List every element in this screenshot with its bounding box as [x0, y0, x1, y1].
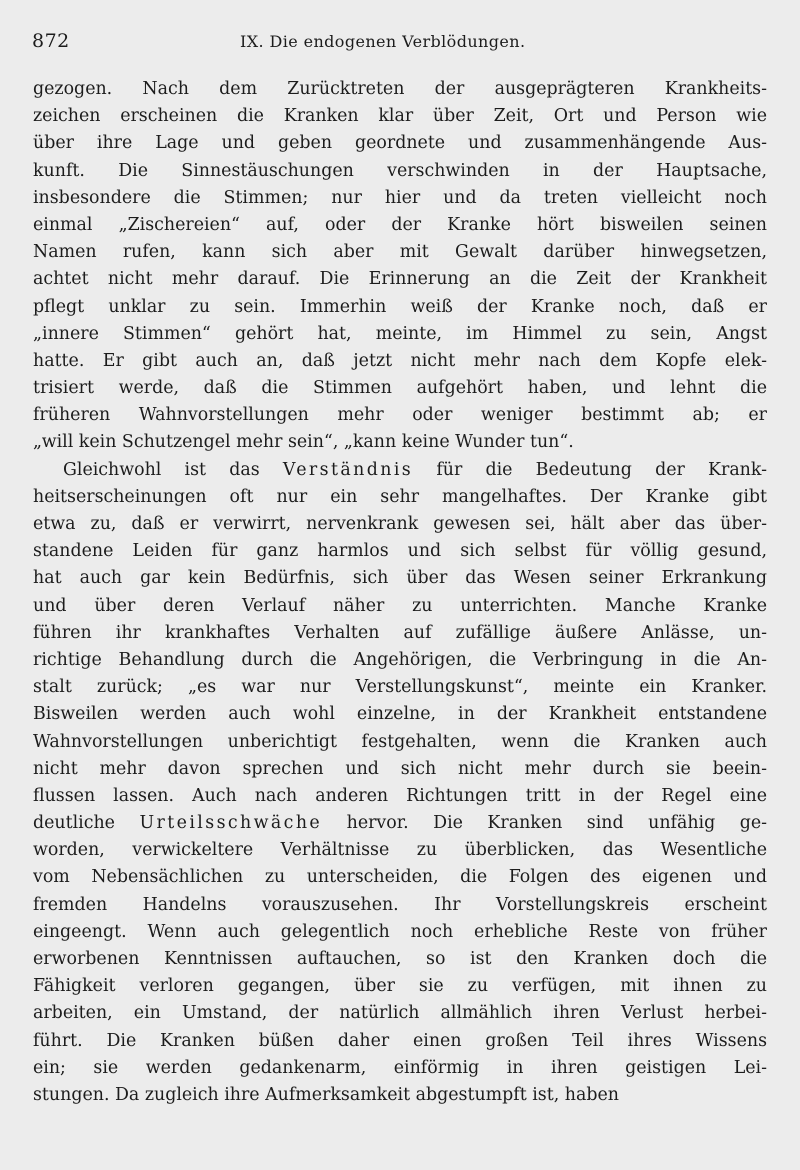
text-segment: einmal „Zischereien“ auf, oder der Kranke hört bisweilen seinen: [33, 214, 767, 235]
text-line: [33, 538, 767, 565]
text-segment: „will kein Schutzengel mehr sein“, „kann keine Wunder tun“.: [33, 432, 574, 453]
text-segment: etwa zu, daß er verwirrt, nervenkrank gewesen sei, hält aber das über-: [33, 514, 767, 534]
text-line: [33, 864, 767, 891]
text-line: [33, 457, 767, 484]
text-segment: flussen lassen. Auch nach anderen Richtungen tritt in der Regel eine: [33, 785, 767, 806]
text-segment: standene Leiden für ganz harmlos und sich selbst für völlig gesund,: [33, 541, 767, 562]
text-segment: Gleichwohl ist das: [63, 459, 283, 480]
text-segment: Namen rufen, kann sich aber mit Gewalt darüber hinwegsetzen,: [33, 242, 767, 263]
text-line: [33, 946, 767, 973]
text-segment: kunft. Die Sinnestäuschungen verschwinden in der Hauptsache,: [33, 160, 767, 181]
text-segment: eingeengt. Wenn auch gelegentlich noch erhebliche Reste von früher: [33, 921, 767, 942]
text-segment: Wahnvorstellungen unberichtigt festgehalten, wenn die Kranken auch: [33, 731, 767, 752]
text-line: [33, 1055, 767, 1082]
text-line: [33, 1028, 767, 1055]
text-line: [33, 484, 767, 511]
body-text: [33, 76, 767, 1109]
text-segment: früheren Wahnvorstellungen mehr oder weniger bestimmt ab; er: [33, 405, 767, 426]
text-segment: fremden Handelns vorauszusehen. Ihr Vorstellungskreis erscheint: [33, 894, 767, 915]
text-segment: erworbenen Kenntnissen auftauchen, so ist den Kranken doch die: [33, 949, 767, 969]
text-line: [33, 402, 767, 429]
text-segment: stalt zurück; „es war nur Verstellungskunst“, meinte ein Kranker.: [33, 677, 767, 698]
text-line: [33, 701, 767, 728]
text-line: [33, 1082, 767, 1109]
text-segment: führt. Die Kranken büßen daher einen großen Teil ihres Wissens: [33, 1030, 767, 1051]
text-line: [33, 212, 767, 239]
text-line: [33, 375, 767, 402]
text-line: [33, 429, 767, 456]
text-line: [33, 294, 767, 321]
text-segment: worden, verwickeltere Verhältnisse zu überblicken, das Wesentliche: [33, 840, 767, 861]
text-line: [33, 511, 767, 538]
text-line: [33, 837, 767, 864]
text-segment: trisiert werde, daß die Stimmen aufgehört haben, und lehnt die: [33, 378, 767, 399]
text-segment: arbeiten, ein Umstand, der natürlich allmählich ihren Verlust herbei-: [33, 1003, 767, 1024]
text-line: [33, 565, 767, 592]
text-line: [33, 647, 767, 674]
text-segment: über ihre Lage und geben geordnete und zusammenhängende Aus-: [33, 133, 767, 154]
page-header: [32, 30, 768, 56]
text-segment: nicht mehr davon sprechen und sich nicht mehr durch sie beein-: [33, 758, 767, 779]
text-line: [33, 185, 767, 212]
text-segment: heitserscheinungen oft nur ein sehr mangelhaftes. Der Kranke gibt: [33, 486, 767, 507]
text-line: [33, 1000, 767, 1027]
page-number: 872: [32, 30, 70, 52]
text-line: [33, 892, 767, 919]
text-segment: deutliche: [33, 813, 140, 834]
paragraph: [33, 76, 767, 457]
text-segment: gezogen. Nach dem Zurücktreten der ausgeprägteren Krankheits-: [33, 79, 767, 99]
text-line: [33, 593, 767, 620]
text-line: [33, 103, 767, 130]
text-line: [33, 266, 767, 293]
text-segment: insbesondere die Stimmen; nur hier und da treten vielleicht noch: [33, 187, 767, 208]
text-line: [33, 674, 767, 701]
text-line: [33, 321, 767, 348]
text-segment: stungen. Da zugleich ihre Aufmerksamkeit abgestumpft ist, haben: [33, 1084, 619, 1105]
text-segment: richtige Behandlung durch die Angehörigen, die Verbringung in die An-: [33, 649, 767, 670]
text-segment: führen ihr krankhaftes Verhalten auf zufällige äußere Anlässe, un-: [33, 622, 767, 643]
text-segment: „innere Stimmen“ gehört hat, meinte, im Himmel zu sein, Angst: [33, 323, 767, 344]
text-segment: ein; sie werden gedankenarm, einförmig in ihren geistigen Lei-: [33, 1057, 767, 1078]
text-line: [33, 810, 767, 837]
text-segment: für die Bedeutung der Krank-: [413, 459, 767, 480]
text-line: [33, 158, 767, 185]
text-line: [33, 239, 767, 266]
text-line: [33, 973, 767, 1000]
text-line: [33, 130, 767, 157]
text-line: [33, 919, 767, 946]
text-line: [33, 620, 767, 647]
text-segment: Bisweilen werden auch wohl einzelne, in der Krankheit entstandene: [33, 704, 767, 725]
text-line: [33, 756, 767, 783]
text-segment: und über deren Verlauf näher zu unterrichten. Manche Kranke: [33, 595, 767, 616]
text-line: [33, 76, 767, 103]
text-segment: hat auch gar kein Bedürfnis, sich über das Wesen seiner Erkrankung: [33, 568, 767, 589]
text-segment: zeichen erscheinen die Kranken klar über Zeit, Ort und Person wie: [33, 106, 767, 127]
spaced-emphasis: Urteilsschwäche: [139, 813, 323, 834]
spaced-emphasis: Verständnis: [282, 459, 414, 480]
text-segment: hervor. Die Kranken sind unfähig ge-: [322, 813, 767, 834]
text-line: [33, 729, 767, 756]
text-line: [33, 783, 767, 810]
text-segment: pflegt unklar zu sein. Immerhin weiß der Kranke noch, daß er: [33, 296, 767, 317]
running-head: IX. Die endogenen Verblödungen.: [240, 32, 526, 51]
text-segment: Fähigkeit verloren gegangen, über sie zu verfügen, mit ihnen zu: [33, 976, 767, 997]
text-segment: hatte. Er gibt auch an, daß jetzt nicht mehr nach dem Kopfe elek-: [33, 350, 767, 371]
paragraph: [33, 457, 767, 1110]
text-segment: vom Nebensächlichen zu unterscheiden, die Folgen des eigenen und: [33, 867, 767, 888]
text-line: [33, 348, 767, 375]
text-segment: achtet nicht mehr darauf. Die Erinnerung an die Zeit der Krankheit: [33, 269, 767, 290]
